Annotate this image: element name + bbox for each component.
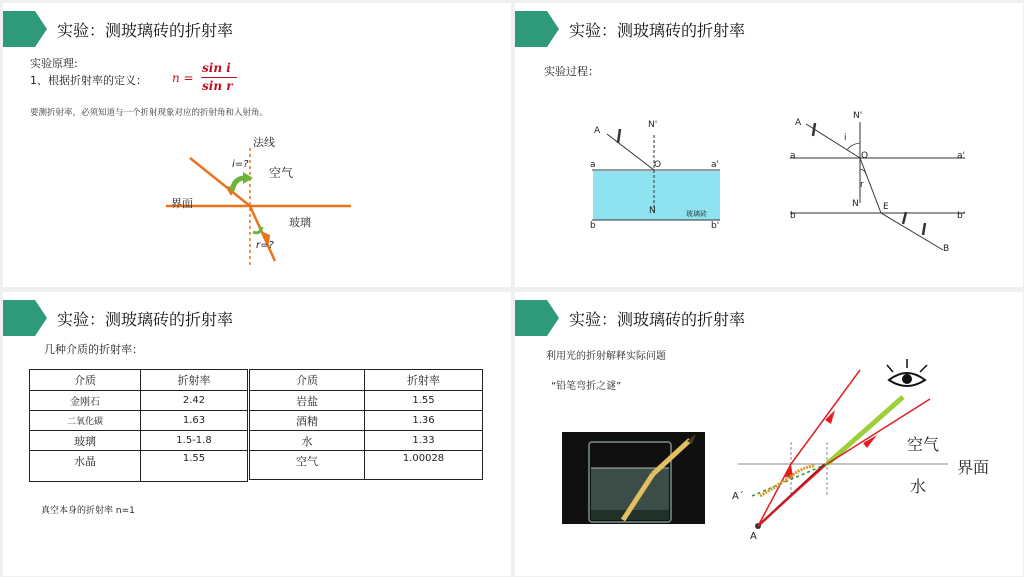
formula-numerator: sin i — [202, 61, 231, 75]
table-row: 水 1.33 — [250, 431, 483, 451]
title-arrow-tag — [3, 300, 47, 336]
pin-1-right — [813, 123, 815, 136]
emergent-ray-right — [881, 213, 943, 250]
label-b-prime-right: b' — [957, 211, 966, 221]
slide-refractive-index-table[interactable] — [3, 292, 511, 576]
label-N-prime: N' — [648, 120, 658, 130]
incident-ray — [607, 134, 654, 170]
application-subtitle: 利用光的折射解释实际问题 — [546, 351, 666, 362]
table-row: 空气 1.00028 — [250, 451, 483, 480]
interface-label: 界面 — [957, 458, 990, 477]
header-medium: 介质 — [30, 370, 141, 391]
label-b-right: b — [790, 211, 796, 221]
interface-label: 界面 — [171, 197, 193, 210]
angle-i-arc — [847, 143, 860, 150]
process-label: 实验过程： — [544, 65, 599, 78]
label-E: E — [883, 202, 889, 212]
requirement-note: 要测折射率，必须知道与一个折射现象对应的折射角和入射角。 — [30, 108, 269, 118]
slide-title: 实验：测玻璃砖的折射率 — [569, 310, 746, 329]
label-A-prime: A´ — [732, 491, 744, 502]
pencil-refraction-diagram — [515, 292, 1023, 576]
header-index: 折射率 — [141, 370, 248, 391]
principle-label: 实验原理: — [30, 57, 78, 70]
vacuum-note: 真空本身的折射率 n=1 — [41, 506, 135, 516]
angle-r-arc — [860, 169, 866, 174]
definition-label: 1、根据折射率的定义： — [30, 74, 147, 87]
slide-refraction-principle[interactable] — [3, 3, 511, 287]
glass-label: 玻璃 — [289, 216, 311, 229]
slide-title: 实验：测玻璃砖的折射率 — [57, 21, 234, 40]
label-angle-r: r — [860, 180, 864, 190]
air-label: 空气 — [269, 166, 294, 180]
table-row: 岩盐 1.55 — [250, 391, 483, 411]
slide-title: 实验：测玻璃砖的折射率 — [569, 21, 746, 40]
incidence-angle-label: i=? — [232, 159, 249, 170]
label-b-prime: b' — [711, 221, 720, 231]
pin-3-right — [903, 212, 906, 224]
slide-experiment-process[interactable] — [515, 3, 1023, 287]
air-label: 空气 — [907, 435, 940, 454]
pencil-above-water — [827, 397, 903, 464]
table-row: 玻璃 1.5-1.8 — [30, 431, 248, 451]
header-medium: 介质 — [250, 370, 365, 391]
label-O: O — [654, 160, 662, 170]
label-N-right: N — [852, 199, 859, 209]
slide-pencil-refraction[interactable] — [515, 292, 1023, 576]
label-a-prime: a' — [711, 160, 719, 170]
label-A-right: A — [795, 118, 802, 128]
refraction-angle-arc — [253, 227, 262, 233]
table-row: 水晶 1.55 — [30, 451, 248, 482]
label-a-right: a — [790, 151, 796, 161]
pin-4-right — [923, 223, 925, 235]
slide-title: 实验：测玻璃砖的折射率 — [57, 310, 234, 329]
label-b: b — [590, 221, 596, 231]
refraction-angle-label: r=? — [256, 240, 274, 251]
label-A: A — [750, 531, 757, 542]
label-a-prime-right: a' — [957, 151, 965, 161]
label-angle-i: i — [844, 133, 847, 143]
label-A: A — [594, 126, 601, 136]
label-a: a — [590, 160, 596, 170]
pencil-quote: “铅笔弯折之谜” — [551, 381, 622, 392]
label-N-prime-right: N' — [853, 111, 863, 121]
table-row: 二氧化碳 1.63 — [30, 411, 248, 431]
table-row: 酒精 1.36 — [250, 411, 483, 431]
normal-label: 法线 — [253, 136, 275, 149]
index-table-left — [29, 369, 248, 482]
header-index: 折射率 — [365, 370, 483, 391]
ray-1-water — [758, 464, 791, 526]
water-label: 水 — [910, 477, 927, 496]
formula-lhs: n = — [172, 71, 194, 85]
label-B: B — [943, 244, 950, 254]
media-subtitle: 几种介质的折射率： — [44, 343, 143, 356]
pin-1 — [618, 129, 620, 143]
label-O-right: O — [861, 151, 869, 161]
index-table-right — [249, 369, 483, 480]
label-N: N — [649, 206, 656, 216]
formula-denominator: sin r — [202, 79, 233, 93]
glass-block-label: 玻璃砖 — [686, 210, 707, 218]
table-row: 金刚石 2.42 — [30, 391, 248, 411]
